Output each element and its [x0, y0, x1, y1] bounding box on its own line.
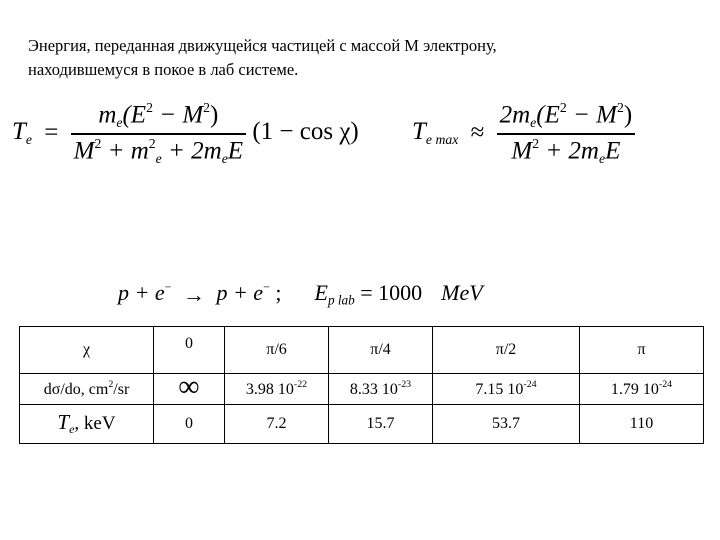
den-me-sub: e: [155, 150, 162, 166]
formula-te-numerator: [95, 100, 221, 133]
num-e: (E: [122, 101, 147, 129]
energy-value: 0: [185, 415, 193, 432]
energy-cell: [433, 405, 580, 444]
angle-cell: [225, 327, 329, 374]
formula-temax-denominator: [508, 135, 623, 167]
energy-value: 7.2: [266, 415, 287, 432]
den-m: M: [511, 136, 533, 164]
cross-section-cell: [580, 374, 704, 405]
angle-cell: [433, 327, 580, 374]
num-close: ): [623, 101, 633, 129]
angle-value: π: [637, 341, 646, 358]
energy-label-sub: e: [69, 422, 75, 437]
energy-symbol: E: [314, 280, 328, 306]
energy-cell: [154, 405, 225, 444]
cross-section-mantissa: 3.98 10: [245, 380, 294, 398]
num-e-sup: 2: [146, 100, 153, 115]
chi-label: χ: [82, 341, 91, 358]
den-2me-sub: e: [599, 150, 606, 166]
table-row-angle: [20, 327, 704, 374]
cross-section-cell: [329, 374, 433, 405]
energy-cell: [329, 405, 433, 444]
formula-te-lhs-sub: e: [25, 131, 33, 147]
table-row-energy: [20, 405, 704, 444]
cross-section-cell: [225, 374, 329, 405]
energy-unit: MeV: [441, 280, 483, 306]
num-e: (E: [536, 101, 560, 129]
heading-line-1: Энергия, переданная движущейся частицей с массой М электрону,: [28, 36, 497, 55]
angle-cell: [580, 327, 704, 374]
angle-value: π/6: [266, 341, 287, 358]
cross-section-exponent: -24: [658, 379, 673, 391]
cross-section-mantissa: 8.33 10: [349, 380, 398, 398]
cross-section-mantissa: 7.15 10: [475, 380, 524, 398]
formula-te-lhs: T: [12, 118, 26, 146]
angle-value: π/4: [370, 341, 391, 358]
cross-section-label-cell: [20, 374, 154, 405]
den-me-sup: 2: [148, 135, 156, 151]
heading-line-2: находившемуся в покое в лаб системе.: [28, 60, 299, 79]
energy-sub: p lab: [327, 292, 355, 308]
num-m-sub: e: [116, 115, 123, 131]
den-2me: + 2m: [539, 136, 599, 164]
energy-value: 110: [629, 415, 654, 432]
num-e-sup: 2: [559, 100, 567, 115]
cross-section-cell: [154, 370, 225, 405]
den-m-sup: 2: [94, 135, 102, 151]
formula-te-fraction: [71, 100, 246, 167]
den-2me-sub: e: [221, 150, 228, 166]
cross-section-exponent: -24: [523, 379, 537, 391]
formula-temax-lhs-sub: e max: [425, 131, 459, 147]
den-e: E: [605, 136, 621, 164]
num-mass: − M: [152, 101, 204, 129]
cross-section-exponent: -22: [293, 379, 308, 391]
formula-te-equals: =: [44, 119, 59, 147]
angle-cell: [329, 327, 433, 374]
energy-value: = 1000: [360, 280, 423, 306]
den-m: M: [73, 136, 95, 164]
infinity-value: ∞: [178, 370, 200, 403]
angle-label-cell: [20, 327, 154, 374]
energy-cell: [225, 405, 329, 444]
energy-label-unit: , keV: [74, 413, 116, 435]
reaction-lhs-sup: −: [164, 280, 172, 294]
angle-value: 0: [185, 335, 193, 352]
energy-label-symbol: T: [57, 410, 70, 435]
angle-value: π/2: [495, 341, 517, 358]
energy-cell: [580, 405, 704, 444]
reaction-lhs: p + e: [118, 280, 165, 306]
reaction-rhs-sup: −: [263, 280, 270, 294]
den-e: E: [227, 136, 244, 164]
formula-temax-lhs: T: [412, 118, 426, 146]
den-me: + m: [101, 136, 149, 164]
num-m: m: [98, 101, 117, 129]
num-2m: 2m: [499, 101, 531, 129]
results-table: [19, 326, 704, 444]
num-mass-sup: 2: [616, 100, 624, 115]
formula-max-energy: [412, 100, 635, 167]
num-close: ): [210, 101, 219, 129]
formula-temax-numerator: [497, 100, 636, 133]
formula-temax-fraction: [497, 100, 636, 167]
cross-section-label-sup: 2: [108, 379, 114, 391]
formula-te-tail: (1 − cos χ): [252, 118, 359, 146]
den-m-sup: 2: [532, 135, 540, 151]
heading: [28, 34, 688, 82]
reaction-separator: ;: [275, 280, 282, 306]
angle-cell: [154, 327, 225, 374]
table-row-cross-section: [20, 374, 704, 405]
cross-section-exponent: -23: [397, 379, 412, 391]
energy-value: 15.7: [366, 415, 395, 432]
energy-value: 53.7: [492, 415, 520, 432]
formula-energy-transfer: [12, 100, 359, 167]
num-mass-sup: 2: [203, 100, 211, 115]
formula-temax-approx: ≈: [470, 119, 485, 147]
den-2me: + 2m: [161, 136, 222, 164]
cross-section-label-tail: /sr: [113, 380, 130, 398]
cross-section-cell: [433, 374, 580, 405]
reaction-arrow: →: [182, 282, 205, 308]
reaction-formula: [118, 280, 483, 309]
formula-te-denominator: [71, 135, 246, 167]
reaction-rhs: p + e: [216, 280, 264, 306]
cross-section-mantissa: 1.79 10: [610, 380, 659, 398]
energy-label-cell: [20, 405, 154, 444]
num-mass: − M: [566, 101, 617, 129]
num-2m-sub: e: [530, 115, 537, 131]
cross-section-label: dσ/do, cm: [43, 380, 109, 398]
